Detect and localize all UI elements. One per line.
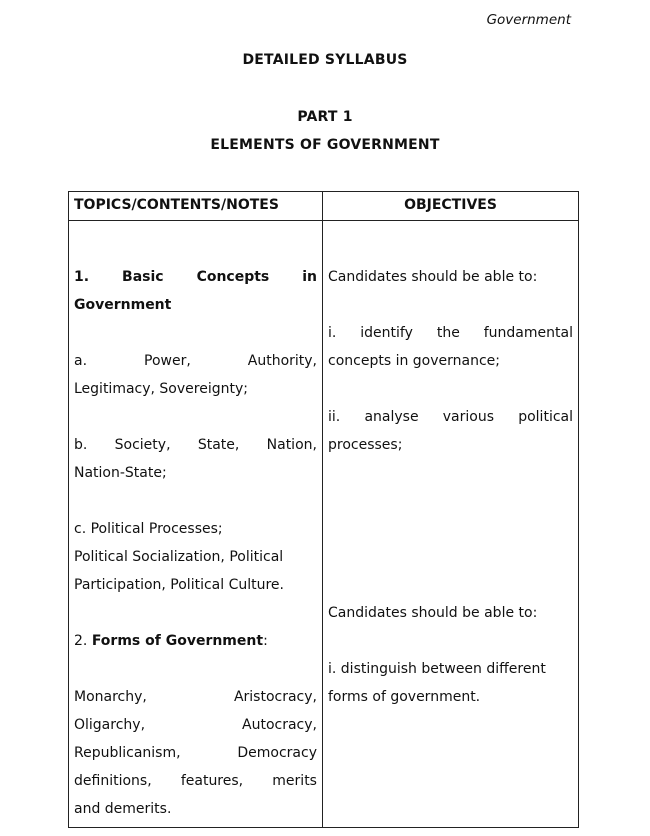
form-name: Oligarchy,: [74, 717, 146, 733]
header-subject: Government: [486, 12, 571, 28]
topic1-item-b: [74, 431, 317, 459]
item-b-word: Nation,: [266, 437, 317, 453]
objectives1-intro: Candidates should be able to:: [328, 269, 538, 285]
objective-word: identify: [360, 325, 413, 341]
part-title: PART 1: [297, 109, 353, 125]
topic2-number: 2.: [74, 633, 88, 649]
form-name: Republicanism,: [74, 745, 181, 761]
topic2-forms-line: [74, 711, 317, 739]
item-a-letter: a.: [74, 353, 88, 369]
form-name: Autocracy,: [242, 717, 317, 733]
objectives-cell: [323, 221, 579, 828]
topic1-item-c-line3: Participation, Political Culture.: [74, 577, 284, 593]
topic1-heading-line2: Government: [74, 297, 172, 313]
topic2-forms-line: [74, 767, 317, 795]
topic2-forms-line: [74, 683, 317, 711]
objective1-ii: [328, 403, 573, 431]
syllabus-table: [68, 191, 579, 828]
objective-word: analyse: [364, 409, 419, 425]
objective-numeral: ii.: [328, 409, 341, 425]
topic2-colon: :: [263, 633, 268, 649]
topic1-word: Concepts: [196, 269, 270, 285]
form-name: Democracy: [237, 745, 317, 761]
objective-numeral: i.: [328, 325, 337, 341]
item-b-word: Society,: [114, 437, 171, 453]
objective2-i-line2: forms of government.: [328, 689, 481, 705]
item-b-letter: b.: [74, 437, 88, 453]
objective-word: fundamental: [483, 325, 573, 341]
topic1-word: in: [302, 269, 317, 285]
objective2-i: i. distinguish between different: [328, 661, 546, 677]
form-word: definitions,: [74, 773, 152, 789]
form-word: features,: [180, 773, 244, 789]
topic2-heading: [74, 627, 317, 655]
topic1-item-c-line2: Political Socialization, Political: [74, 549, 284, 565]
topic1-item-c-line1: c. Political Processes;: [74, 521, 223, 537]
form-name: Monarchy,: [74, 689, 147, 705]
item-a-word: Authority,: [247, 353, 317, 369]
form-word: merits: [272, 773, 317, 789]
objective1-ii-line2: processes;: [328, 437, 403, 453]
objective-word: the: [436, 325, 460, 341]
topic1-heading: [74, 263, 317, 291]
topic1-word: Basic: [122, 269, 164, 285]
topic1-item-b-line2: Nation-State;: [74, 465, 167, 481]
topic2-forms-last: and demerits.: [74, 801, 172, 817]
table-header-row: [69, 192, 579, 221]
item-a-word: Power,: [144, 353, 191, 369]
topic1-item-a-line2: Legitimacy, Sovereignty;: [74, 381, 248, 397]
objective1-i-line2: concepts in governance;: [328, 353, 500, 369]
topic2-title: Forms of Government: [91, 633, 264, 649]
section-title: ELEMENTS OF GOVERNMENT: [210, 137, 440, 153]
topic1-item-a: [74, 347, 317, 375]
item-b-word: State,: [197, 437, 240, 453]
col-header-topics: TOPICS/CONTENTS/NOTES: [69, 192, 323, 221]
objective-word: political: [518, 409, 573, 425]
objectives2-intro: Candidates should be able to:: [328, 605, 538, 621]
objective1-i: [328, 319, 573, 347]
table-row: [69, 221, 579, 828]
page-title: DETAILED SYLLABUS: [242, 52, 408, 68]
topic2-forms-line: [74, 739, 317, 767]
col-header-objectives: OBJECTIVES: [323, 192, 579, 221]
objective-word: various: [442, 409, 495, 425]
form-name: Aristocracy,: [233, 689, 317, 705]
topics-cell: [69, 221, 323, 828]
topic1-number: 1.: [74, 269, 90, 285]
